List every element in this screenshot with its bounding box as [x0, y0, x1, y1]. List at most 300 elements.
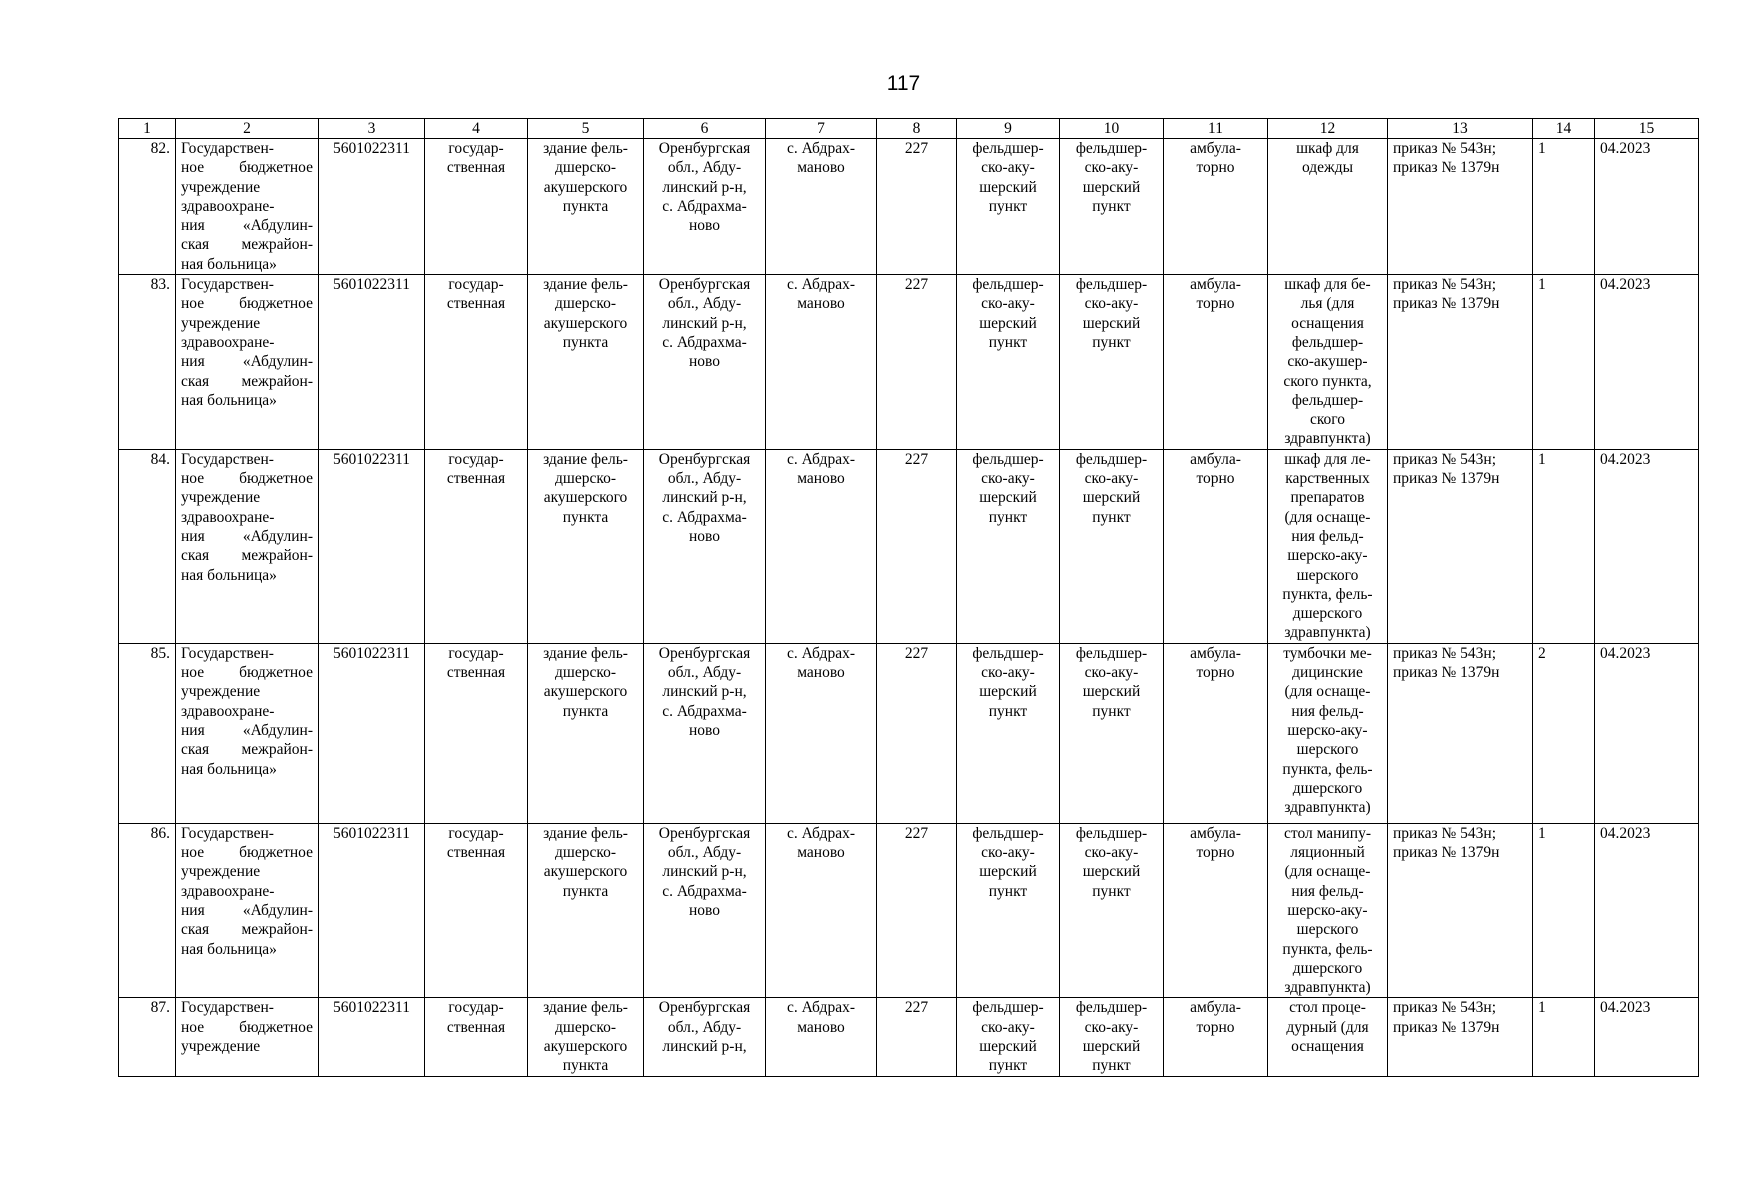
cell-line: маново	[797, 844, 845, 862]
cell-line: с. Абдрах-	[787, 824, 855, 842]
cell-line: шерский	[979, 683, 1037, 701]
cell-row-number: 83.	[119, 275, 176, 450]
cell-quantity: 1	[1533, 275, 1595, 450]
cell-line: ное бюджетное	[181, 159, 313, 177]
cell-equipment	[1268, 823, 1388, 998]
cell-line: шерский	[1082, 1037, 1141, 1055]
cell-line: шерский	[1082, 178, 1141, 196]
cell-line: ская межрайон-	[181, 547, 313, 565]
cell-line: здравоохране-	[181, 508, 275, 526]
cell-line: шерско-аку-	[1287, 901, 1368, 919]
cell-building	[528, 823, 644, 998]
column-header-15: 15	[1595, 119, 1699, 139]
cell-line: фельдшер-	[972, 450, 1044, 468]
cell-line: фельдшер-	[1075, 276, 1148, 294]
cell-line: ско-аку-	[1084, 844, 1139, 862]
cell-building	[528, 139, 644, 275]
column-header-1: 1	[119, 119, 176, 139]
cell-line: Оренбургская	[658, 644, 751, 662]
cell-line: с. Абдрахма-	[662, 508, 747, 526]
cell-line: с. Абдрах-	[787, 140, 855, 157]
cell-line: ная больница»	[181, 255, 277, 273]
cell-line: с. Абдрахма-	[662, 702, 747, 720]
cell-line: ско-аку-	[981, 295, 1035, 313]
cell-ownership	[425, 823, 528, 998]
cell-organization	[176, 998, 319, 1076]
cell-line: с. Абдрах-	[787, 450, 855, 468]
cell-facility-subtype	[1060, 139, 1164, 275]
cell-care-mode	[1164, 823, 1268, 998]
cell-line: пункт	[988, 333, 1028, 351]
cell-locality	[766, 449, 877, 643]
cell-equipment	[1268, 139, 1388, 275]
column-header-10: 10	[1060, 119, 1164, 139]
cell-line: ново	[688, 901, 720, 919]
cell-line: ния «Абдулин-	[181, 527, 313, 545]
cell-line: маново	[797, 295, 845, 313]
cell-line: шерский	[1082, 863, 1141, 881]
cell-line: здравпункта)	[1284, 430, 1371, 448]
cell-line: Государствен-	[181, 276, 274, 294]
cell-line: линский р-н,	[662, 683, 747, 701]
cell-line: ско-аку-	[981, 844, 1035, 862]
cell-line: обл., Абду-	[667, 470, 742, 488]
cell-line: учреждение	[181, 1037, 261, 1055]
cell-line: приказ № 543н;	[1393, 644, 1497, 662]
cell-equipment	[1268, 998, 1388, 1076]
cell-facility-type	[957, 823, 1060, 998]
cell-line: пункта, фель-	[1282, 585, 1373, 603]
cell-line: фельдшер-	[1291, 333, 1364, 351]
cell-line: торно	[1196, 844, 1235, 862]
cell-line: ско-аку-	[981, 159, 1035, 177]
cell-line: стол манипу-	[1284, 824, 1371, 842]
cell-line: Государствен-	[181, 140, 274, 157]
cell-line: шкаф для бе-	[1284, 276, 1371, 294]
cell-line: фельдшер-	[1291, 391, 1364, 409]
cell-line: пункта, фель-	[1282, 940, 1373, 958]
cell-line: Оренбургская	[658, 999, 751, 1017]
cell-line: с. Абдрах-	[787, 999, 855, 1017]
cell-line: приказ № 543н;	[1393, 999, 1497, 1017]
cell-address	[644, 643, 766, 823]
cell-line: шерско-аку-	[1287, 547, 1368, 565]
cell-line: дшерско-	[555, 664, 616, 682]
cell-line: с. Абдрах-	[787, 276, 855, 294]
cell-line: оснащения	[1291, 314, 1364, 332]
column-header-7: 7	[766, 119, 877, 139]
cell-orders	[1388, 139, 1533, 275]
cell-line: с. Абдрах-	[787, 644, 855, 662]
cell-line: фельдшер-	[1075, 824, 1148, 842]
cell-line: стол проце-	[1289, 999, 1366, 1017]
cell-line: приказ № 1379н	[1393, 295, 1500, 313]
cell-line: пункта, фель-	[1282, 760, 1373, 778]
cell-line: ская межрайон-	[181, 372, 313, 390]
cell-line: шерский	[979, 489, 1037, 507]
cell-line: одежды	[1301, 159, 1354, 177]
column-header-6: 6	[644, 119, 766, 139]
cell-line: здравоохране-	[181, 197, 275, 215]
cell-line: приказ № 1379н	[1393, 159, 1500, 177]
cell-line: шкаф для	[1296, 140, 1359, 157]
cell-building	[528, 998, 644, 1076]
cell-line: учреждение	[181, 314, 261, 332]
cell-line: лья (для	[1300, 295, 1355, 313]
cell-line: пункт	[988, 702, 1028, 720]
cell-line: фельдшер-	[1075, 999, 1148, 1017]
cell-line: фельдшер-	[972, 276, 1044, 294]
cell-line: торно	[1196, 664, 1235, 682]
cell-quantity: 1	[1533, 139, 1595, 275]
cell-line: ная больница»	[181, 940, 277, 958]
cell-building	[528, 449, 644, 643]
cell-line: тумбочки ме-	[1283, 644, 1372, 662]
cell-line: шерского	[1296, 566, 1359, 584]
cell-ownership	[425, 449, 528, 643]
cell-line: учреждение	[181, 863, 261, 881]
cell-line: здание фель-	[543, 276, 628, 294]
cell-line: ния «Абдулин-	[181, 217, 313, 235]
cell-line: фельдшер-	[972, 999, 1044, 1017]
cell-line: учреждение	[181, 683, 261, 701]
cell-code: 227	[877, 275, 957, 450]
cell-line: здравоохране-	[181, 882, 275, 900]
cell-line: ско-аку-	[981, 470, 1035, 488]
cell-line: шерский	[979, 178, 1037, 196]
cell-line: государ-	[448, 140, 504, 157]
cell-line: ская межрайон-	[181, 921, 313, 939]
cell-line: государ-	[448, 450, 504, 468]
cell-line: учреждение	[181, 178, 261, 196]
cell-orders	[1388, 823, 1533, 998]
table-body	[119, 139, 1699, 1077]
cell-row-number: 87.	[119, 998, 176, 1076]
cell-line: торно	[1196, 1018, 1235, 1036]
cell-building	[528, 643, 644, 823]
cell-line: дшерского	[1292, 605, 1363, 623]
cell-care-mode	[1164, 449, 1268, 643]
cell-line: здание фель-	[543, 824, 628, 842]
cell-line: ского	[1309, 411, 1346, 429]
cell-date: 04.2023	[1595, 823, 1699, 998]
cell-code: 227	[877, 998, 957, 1076]
table-row	[119, 275, 1699, 450]
cell-line: пункта	[562, 197, 609, 215]
cell-line: пункт	[1092, 1057, 1131, 1075]
cell-line: ния «Абдулин-	[181, 353, 313, 371]
cell-line: пункт	[1092, 702, 1131, 720]
cell-line: ное бюджетное	[181, 295, 313, 313]
cell-line: ственная	[446, 844, 506, 862]
cell-line: дицинские	[1292, 664, 1363, 682]
cell-line: пункт	[1092, 333, 1131, 351]
cell-line: шерский	[979, 863, 1037, 881]
cell-line: амбула-	[1190, 644, 1241, 662]
table-row	[119, 823, 1699, 998]
cell-line: шерский	[1082, 314, 1141, 332]
cell-line: здание фель-	[543, 140, 628, 157]
cell-line: дшерско-	[555, 1018, 616, 1036]
cell-row-number: 86.	[119, 823, 176, 998]
cell-line: фельдшер-	[1075, 644, 1148, 662]
cell-line: обл., Абду-	[667, 159, 742, 177]
cell-line: ново	[688, 721, 720, 739]
cell-ownership	[425, 275, 528, 450]
cell-line: ско-аку-	[981, 664, 1035, 682]
cell-line: ново	[688, 527, 720, 545]
cell-date: 04.2023	[1595, 139, 1699, 275]
column-header-14: 14	[1533, 119, 1595, 139]
cell-line: пункта	[562, 882, 609, 900]
cell-line: пункта	[562, 1057, 609, 1075]
cell-line: с. Абдрахма-	[662, 333, 747, 351]
cell-code: 227	[877, 823, 957, 998]
cell-locality	[766, 823, 877, 998]
cell-line: ляционный	[1290, 844, 1365, 862]
cell-line: ского пункта,	[1283, 372, 1372, 390]
cell-line: ния фельд-	[1291, 702, 1364, 720]
cell-line: торно	[1196, 470, 1235, 488]
cell-line: маново	[797, 664, 845, 682]
cell-line: торно	[1196, 295, 1235, 313]
cell-line: дшерско-	[555, 844, 616, 862]
cell-ownership	[425, 643, 528, 823]
cell-facility-type	[957, 275, 1060, 450]
cell-line: Государствен-	[181, 644, 274, 662]
cell-line: пункта	[562, 333, 609, 351]
cell-code: 227	[877, 139, 957, 275]
cell-line: дшерско-	[555, 159, 616, 177]
cell-care-mode	[1164, 643, 1268, 823]
cell-locality	[766, 643, 877, 823]
cell-facility-type	[957, 643, 1060, 823]
cell-address	[644, 275, 766, 450]
cell-line: государ-	[448, 276, 504, 294]
cell-line: акушерского	[543, 314, 628, 332]
table-row	[119, 449, 1699, 643]
cell-line: маново	[797, 470, 845, 488]
cell-line: пункт	[988, 1057, 1028, 1075]
cell-orders	[1388, 275, 1533, 450]
cell-line: обл., Абду-	[667, 844, 742, 862]
cell-line: Государствен-	[181, 450, 274, 468]
cell-inn: 5601022311	[319, 823, 425, 998]
cell-line: фельдшер-	[1075, 140, 1148, 157]
cell-line: маново	[797, 1018, 845, 1036]
cell-date: 04.2023	[1595, 998, 1699, 1076]
cell-code: 227	[877, 643, 957, 823]
cell-line: линский р-н,	[662, 863, 747, 881]
cell-line: ственная	[446, 1018, 506, 1036]
cell-line: ско-аку-	[981, 1018, 1035, 1036]
cell-locality	[766, 998, 877, 1076]
cell-locality	[766, 275, 877, 450]
cell-line: пункт	[1092, 197, 1131, 215]
cell-line: ственная	[446, 295, 506, 313]
cell-line: приказ № 543н;	[1393, 450, 1497, 468]
cell-line: приказ № 543н;	[1393, 140, 1497, 157]
cell-line: обл., Абду-	[667, 295, 742, 313]
cell-line: здравоохране-	[181, 702, 275, 720]
cell-line: линский р-н,	[662, 314, 747, 332]
cell-inn: 5601022311	[319, 139, 425, 275]
cell-line: ное бюджетное	[181, 1018, 313, 1036]
cell-line: пункт	[1092, 882, 1131, 900]
cell-line: дшерского	[1292, 959, 1363, 977]
cell-facility-subtype	[1060, 275, 1164, 450]
cell-line: ново	[688, 353, 720, 371]
cell-line: шерский	[1082, 489, 1141, 507]
cell-equipment	[1268, 643, 1388, 823]
cell-line: обл., Абду-	[667, 1018, 742, 1036]
cell-line: приказ № 543н;	[1393, 824, 1497, 842]
registry-table	[118, 118, 1699, 1077]
cell-orders	[1388, 449, 1533, 643]
cell-line: (для оснаще-	[1284, 863, 1371, 881]
cell-inn: 5601022311	[319, 449, 425, 643]
cell-facility-type	[957, 998, 1060, 1076]
cell-line: приказ № 1379н	[1393, 844, 1500, 862]
cell-row-number: 85.	[119, 643, 176, 823]
cell-line: шерского	[1296, 921, 1359, 939]
cell-line: амбула-	[1190, 276, 1241, 294]
table-row	[119, 643, 1699, 823]
cell-line: здание фель-	[543, 999, 628, 1017]
cell-line: ное бюджетное	[181, 470, 313, 488]
cell-line: ная больница»	[181, 760, 277, 778]
cell-line: фельдшер-	[972, 644, 1044, 662]
cell-quantity: 2	[1533, 643, 1595, 823]
cell-line: торно	[1196, 159, 1235, 177]
cell-organization	[176, 139, 319, 275]
cell-line: пункта	[562, 702, 609, 720]
cell-quantity: 1	[1533, 449, 1595, 643]
cell-line: ная больница»	[181, 391, 277, 409]
cell-line: фельдшер-	[972, 140, 1044, 157]
column-header-8: 8	[877, 119, 957, 139]
cell-line: амбула-	[1190, 999, 1241, 1017]
cell-organization	[176, 275, 319, 450]
cell-row-number: 82.	[119, 139, 176, 275]
column-header-11: 11	[1164, 119, 1268, 139]
cell-line: акушерского	[543, 489, 628, 507]
cell-line: фельдшер-	[1075, 450, 1148, 468]
table-row	[119, 139, 1699, 275]
table-header	[119, 119, 1699, 139]
cell-line: шерский	[979, 1037, 1037, 1055]
cell-line: Оренбургская	[658, 450, 751, 468]
cell-quantity: 1	[1533, 823, 1595, 998]
cell-line: шерского	[1296, 741, 1359, 759]
cell-quantity: 1	[1533, 998, 1595, 1076]
cell-organization	[176, 823, 319, 998]
cell-line: ния «Абдулин-	[181, 901, 313, 919]
cell-address	[644, 139, 766, 275]
column-header-4: 4	[425, 119, 528, 139]
cell-line: (для оснаще-	[1284, 683, 1371, 701]
cell-line: государ-	[448, 824, 504, 842]
cell-orders	[1388, 998, 1533, 1076]
cell-line: амбула-	[1190, 824, 1241, 842]
cell-line: шерско-аку-	[1287, 721, 1368, 739]
cell-line: приказ № 1379н	[1393, 470, 1500, 488]
cell-organization	[176, 449, 319, 643]
cell-address	[644, 823, 766, 998]
cell-address	[644, 449, 766, 643]
cell-date: 04.2023	[1595, 449, 1699, 643]
cell-line: учреждение	[181, 489, 261, 507]
cell-line: пункт	[988, 197, 1028, 215]
cell-date: 04.2023	[1595, 643, 1699, 823]
cell-line: ская межрайон-	[181, 741, 313, 759]
cell-care-mode	[1164, 139, 1268, 275]
cell-inn: 5601022311	[319, 998, 425, 1076]
cell-line: обл., Абду-	[667, 664, 742, 682]
cell-address	[644, 998, 766, 1076]
cell-line: акушерского	[543, 1037, 628, 1055]
cell-line: линский р-н,	[662, 1037, 747, 1055]
cell-line: линский р-н,	[662, 178, 747, 196]
cell-line: приказ № 1379н	[1393, 1018, 1500, 1036]
cell-building	[528, 275, 644, 450]
cell-line: с. Абдрахма-	[662, 197, 747, 215]
cell-line: амбула-	[1190, 140, 1241, 157]
cell-line: карственных	[1285, 470, 1370, 488]
cell-organization	[176, 643, 319, 823]
cell-line: акушерского	[543, 863, 628, 881]
cell-line: здравпункта)	[1284, 799, 1371, 817]
cell-code: 227	[877, 449, 957, 643]
column-header-5: 5	[528, 119, 644, 139]
cell-facility-type	[957, 139, 1060, 275]
cell-line: Оренбургская	[658, 140, 751, 157]
cell-facility-type	[957, 449, 1060, 643]
cell-care-mode	[1164, 998, 1268, 1076]
cell-line: шерский	[1082, 683, 1141, 701]
cell-inn: 5601022311	[319, 275, 425, 450]
cell-line: ская межрайон-	[181, 236, 313, 254]
cell-line: линский р-н,	[662, 489, 747, 507]
cell-equipment	[1268, 449, 1388, 643]
cell-line: здание фель-	[543, 644, 628, 662]
column-header-13: 13	[1388, 119, 1533, 139]
cell-line: амбула-	[1190, 450, 1241, 468]
cell-line: дшерско-	[555, 470, 616, 488]
cell-line: ско-акушер-	[1287, 353, 1368, 371]
cell-line: ско-аку-	[1084, 1018, 1139, 1036]
cell-line: ное бюджетное	[181, 844, 313, 862]
cell-line: ния фельд-	[1291, 527, 1364, 545]
cell-line: пункт	[988, 508, 1028, 526]
cell-line: ско-аку-	[1084, 664, 1139, 682]
cell-line: здание фель-	[543, 450, 628, 468]
cell-line: приказ № 543н;	[1393, 276, 1497, 294]
cell-inn: 5601022311	[319, 643, 425, 823]
cell-line: пункт	[1092, 508, 1131, 526]
column-header-3: 3	[319, 119, 425, 139]
cell-line: Государствен-	[181, 824, 274, 842]
cell-line: маново	[797, 159, 845, 177]
cell-line: оснащения	[1291, 1037, 1364, 1055]
cell-line: здравоохране-	[181, 333, 275, 351]
cell-line: государ-	[448, 644, 504, 662]
cell-line: шерский	[979, 314, 1037, 332]
cell-line: фельдшер-	[972, 824, 1044, 842]
cell-line: ственная	[446, 470, 506, 488]
cell-line: ное бюджетное	[181, 664, 313, 682]
cell-line: акушерского	[543, 683, 628, 701]
